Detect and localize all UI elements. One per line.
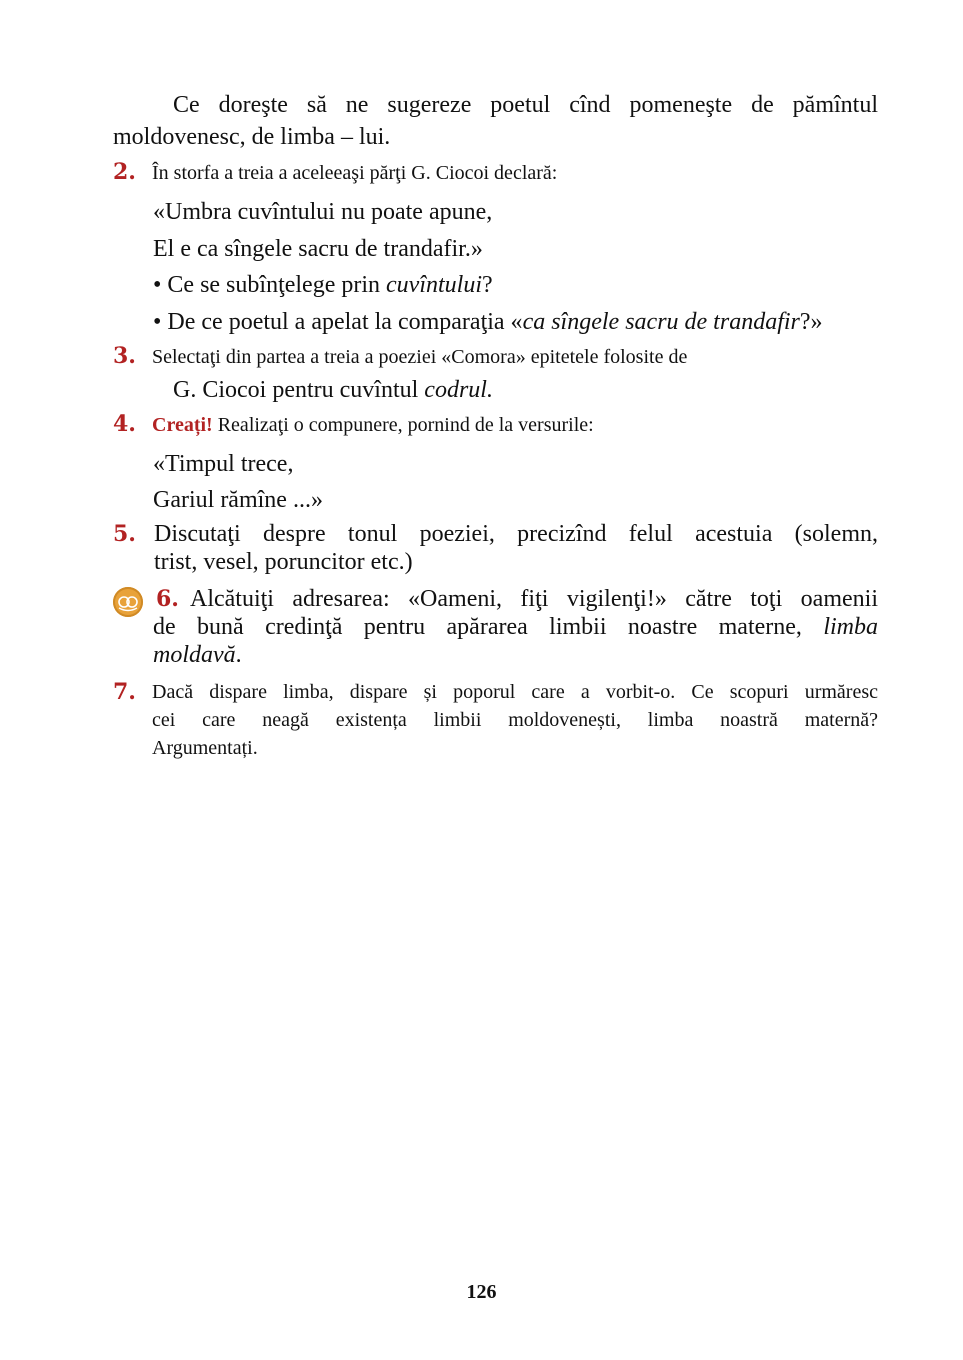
bullet-2-text: • De ce poetul a apelat la comparaţia «	[153, 309, 523, 335]
question-6-line-1: Alcătuiţi adresarea: «Oameni, fiţi vigilenţi!» către toţi oamenii	[190, 586, 878, 612]
question-3-text: Selectaţi din partea a treia a poeziei «Comora» epitetele folosite de	[152, 346, 688, 368]
bullet-1-end: ?	[482, 272, 493, 298]
intro-line-2: moldovenesc, de limba – lui.	[113, 124, 391, 150]
question-6-line-3-end: .	[235, 642, 242, 668]
question-7-line-3: Argumentați.	[152, 737, 258, 759]
question-3-number: 3.	[113, 343, 136, 369]
bullet-2-italic: ca sîngele sacru de trandafir	[522, 309, 800, 335]
question-5-line-1: Discutaţi despre tonul poeziei, precizînd felul acestuia (solemn,	[154, 521, 878, 547]
question-3-line-2-italic: codrul.	[424, 377, 493, 403]
question-2-verse-1: «Umbra cuvîntului nu poate apune,	[153, 199, 493, 225]
question-2-bullet-1	[153, 272, 493, 299]
question-5-number: 5.	[113, 521, 136, 547]
question-4-text	[152, 414, 594, 437]
intro-line-1: Ce doreşte să ne sugereze poetul cînd pomeneşte de pămîntul	[173, 92, 878, 118]
question-7-number: 7.	[113, 679, 136, 705]
bullet-1-italic: cuvîntului	[386, 272, 482, 298]
question-2-bullet-2	[153, 309, 823, 336]
pair-of-heads-icon	[113, 587, 143, 617]
question-5-line-2: trist, vesel, poruncitor etc.)	[154, 549, 413, 575]
question-4-number: 4.	[113, 411, 136, 437]
question-4-verse-1: «Timpul trece,	[153, 451, 294, 477]
bullet-2-end: ?»	[799, 309, 823, 335]
question-6-line-3-italic: moldavă	[153, 642, 236, 668]
question-6-line-2-italic: limba	[823, 614, 878, 640]
question-6-line-2	[153, 614, 878, 641]
create-label: Creați!	[152, 414, 213, 436]
question-4-instruction: Realizaţi o compunere, pornind de la versurile:	[212, 414, 594, 436]
bullet-1-text: • Ce se subînţelege prin	[153, 272, 387, 298]
question-7-line-2: cei care neagă existența limbii moldovenești, limba noastră maternă?	[152, 709, 878, 731]
question-3-line-2	[173, 377, 493, 404]
question-2-verse-2: El e ca sîngele sacru de trandafir.»	[153, 236, 483, 262]
question-6-line-2-text: de bună credinţă pentru apărarea limbii noastre materne,	[153, 614, 824, 640]
page-number: 126	[466, 1281, 497, 1303]
question-2-text: În storfa a treia a aceleeaşi părţi G. Ciocoi declară:	[152, 162, 558, 184]
question-6-number: 6.	[156, 586, 179, 612]
question-6-line-3	[153, 642, 242, 669]
question-3-line-2-text: G. Ciocoi pentru cuvîntul	[173, 377, 425, 403]
question-7-line-1: Dacă dispare limba, dispare și poporul care a vorbit-o. Ce scopuri urmăresc	[152, 681, 878, 703]
question-4-verse-2: Gariul rămîne ...»	[153, 487, 323, 513]
question-2-number: 2.	[113, 159, 136, 185]
